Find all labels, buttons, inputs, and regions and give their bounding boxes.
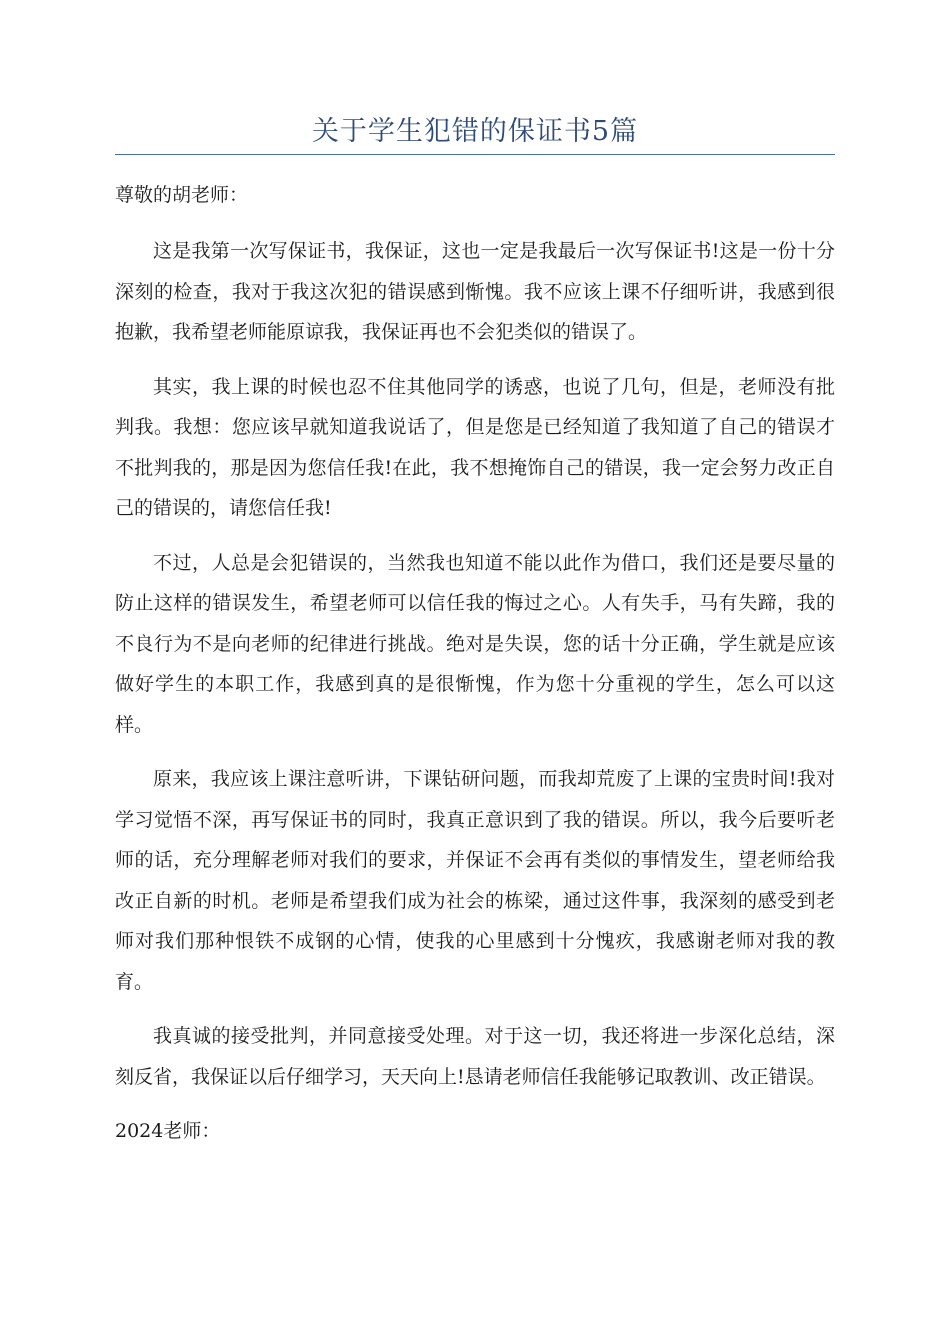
title-underline [115, 154, 835, 155]
body-paragraph-2: 其实，我上课的时候也忍不住其他同学的诱惑，也说了几句，但是，老师没有批判我。我想：您应该早就知道我说话了，但是您是已经知道了我知道了自己的错误才不批判我的，那是因为您信任我!在此，我不想掩饰自己的错误，我一定会努力改正自己的错误的，请您信任我! [115, 375, 835, 519]
closing-line: 2024老师： [115, 1120, 221, 1142]
document-title: 关于学生犯错的保证书5篇 [311, 116, 639, 147]
document-page [115, 110, 835, 1151]
body-paragraph-1: 这是我第一次写保证书，我保证，这也一定是我最后一次写保证书!这是一份十分深刻的检查，我对于我这次犯的错误感到惭愧。我不应该上课不仔细听讲，我感到很抱歉，我希望老师能原谅我，我保证再也不会犯类似的错误了。 [115, 240, 835, 343]
body-paragraph-4: 原来，我应该上课注意听讲，下课钻研问题，而我却荒废了上课的宝贵时间!我对学习觉悟不深，再写保证书的同时，我真正意识到了我的错误。所以，我今后要听老师的话，充分理解老师对我们的要求，并保证不会再有类似的事情发生，望老师给我改正自新的时机。老师是希望我们成为社会的栋梁，通过这件事，我深刻的感受到老师对我们那种恨铁不成钢的心情，使我的心里感到十分愧疚，我感谢老师对我的教育。 [115, 768, 835, 993]
body-paragraph-3: 不过，人总是会犯错误的，当然我也知道不能以此作为借口，我们还是要尽量的防止这样的错误发生，希望老师可以信任我的悔过之心。人有失手，马有失蹄，我的不良行为不是向老师的纪律进行挑战。绝对是失误，您的话十分正确，学生就是应该做好学生的本职工作，我感到真的是很惭愧，作为您十分重视的学生，怎么可以这样。 [115, 551, 835, 736]
salutation: 尊敬的胡老师： [115, 184, 249, 206]
body-paragraph-5: 我真诚的接受批判，并同意接受处理。对于这一切，我还将进一步深化总结，深刻反省，我保证以后仔细学习，天天向上!恳请老师信任我能够记取教训、改正错误。 [115, 1025, 835, 1088]
